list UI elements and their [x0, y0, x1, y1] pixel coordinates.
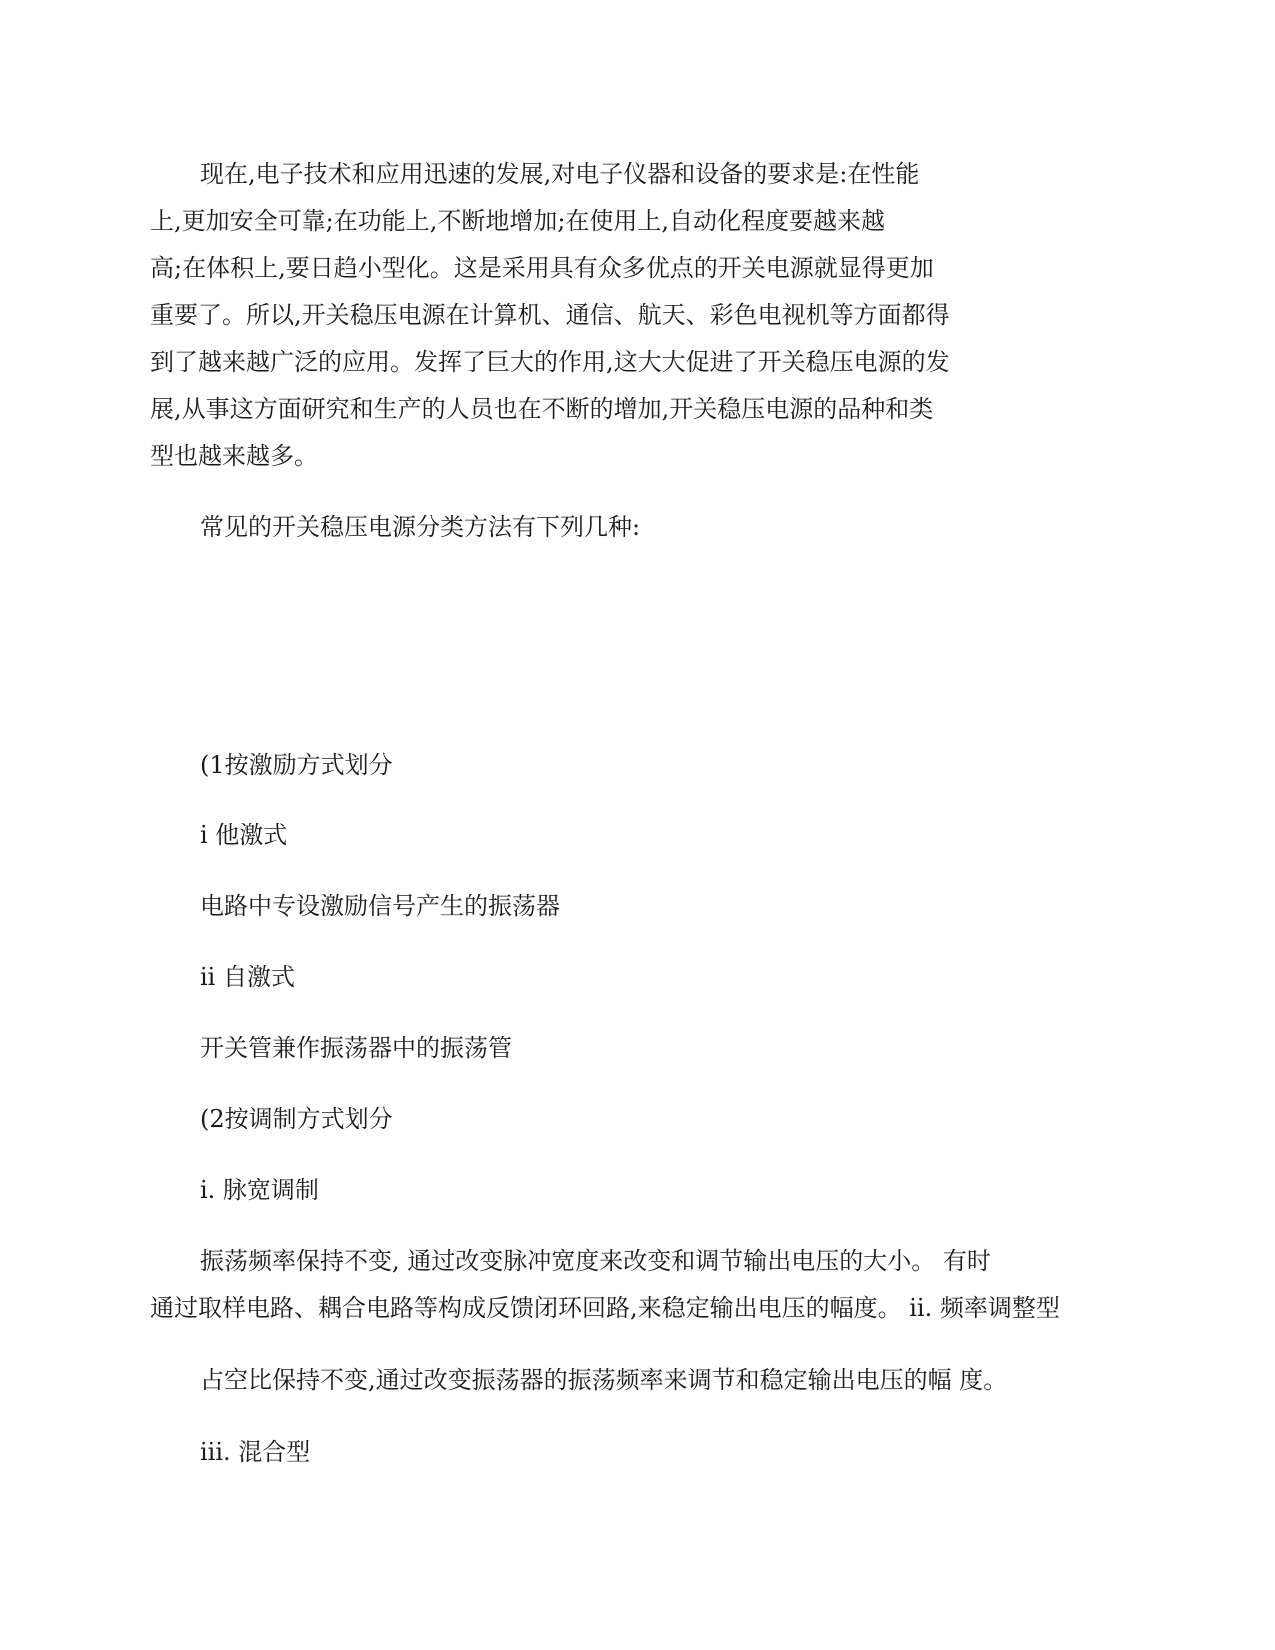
intro-line-5: 到了越来越广泛的应用。发挥了巨大的作用,这大大促进了开关稳压电源的发	[150, 348, 950, 376]
section2-item1-desc-line2: 通过取样电路、耦合电路等构成反馈闭环回路,来稳定输出电压的幅度。 ii. 频率调整型	[150, 1294, 1060, 1322]
section1-item1-desc: 电路中专设激励信号产生的振荡器	[200, 892, 560, 920]
intro-line-6: 展,从事这方面研究和生产的人员也在不断的增加,开关稳压电源的品种和类	[150, 395, 934, 423]
intro-line-2: 上,更加安全可靠;在功能上,不断地增加;在使用上,自动化程度要越来越	[150, 207, 886, 235]
section2-item2-desc: 占空比保持不变,通过改变振荡器的振荡频率来调节和稳定输出电压的幅 度。	[200, 1366, 1008, 1394]
section2-item1-desc-line1: 振荡频率保持不变, 通过改变脉冲宽度来改变和调节输出电压的大小。 有时	[200, 1247, 991, 1275]
intro-line-1: 现在,电子技术和应用迅速的发展,对电子仪器和设备的要求是:在性能	[200, 160, 920, 188]
section2-item1-title: i. 脉宽调制	[200, 1176, 319, 1204]
section2-heading: (2按调制方式划分	[200, 1105, 393, 1133]
section2-item3-title: iii. 混合型	[200, 1438, 311, 1466]
section1-item1-title: i 他激式	[200, 821, 288, 849]
intro-line-4: 重要了。所以,开关稳压电源在计算机、通信、航天、彩色电视机等方面都得	[150, 301, 950, 329]
classification-intro: 常见的开关稳压电源分类方法有下列几种:	[200, 513, 641, 541]
section1-item2-title: ii 自激式	[200, 963, 295, 991]
section1-heading: (1按激励方式划分	[200, 751, 393, 779]
section1-item2-desc: 开关管兼作振荡器中的振荡管	[200, 1034, 512, 1062]
intro-line-3: 高;在体积上,要日趋小型化。这是采用具有众多优点的开关电源就显得更加	[150, 254, 934, 282]
intro-line-7: 型也越来越多。	[150, 442, 318, 470]
